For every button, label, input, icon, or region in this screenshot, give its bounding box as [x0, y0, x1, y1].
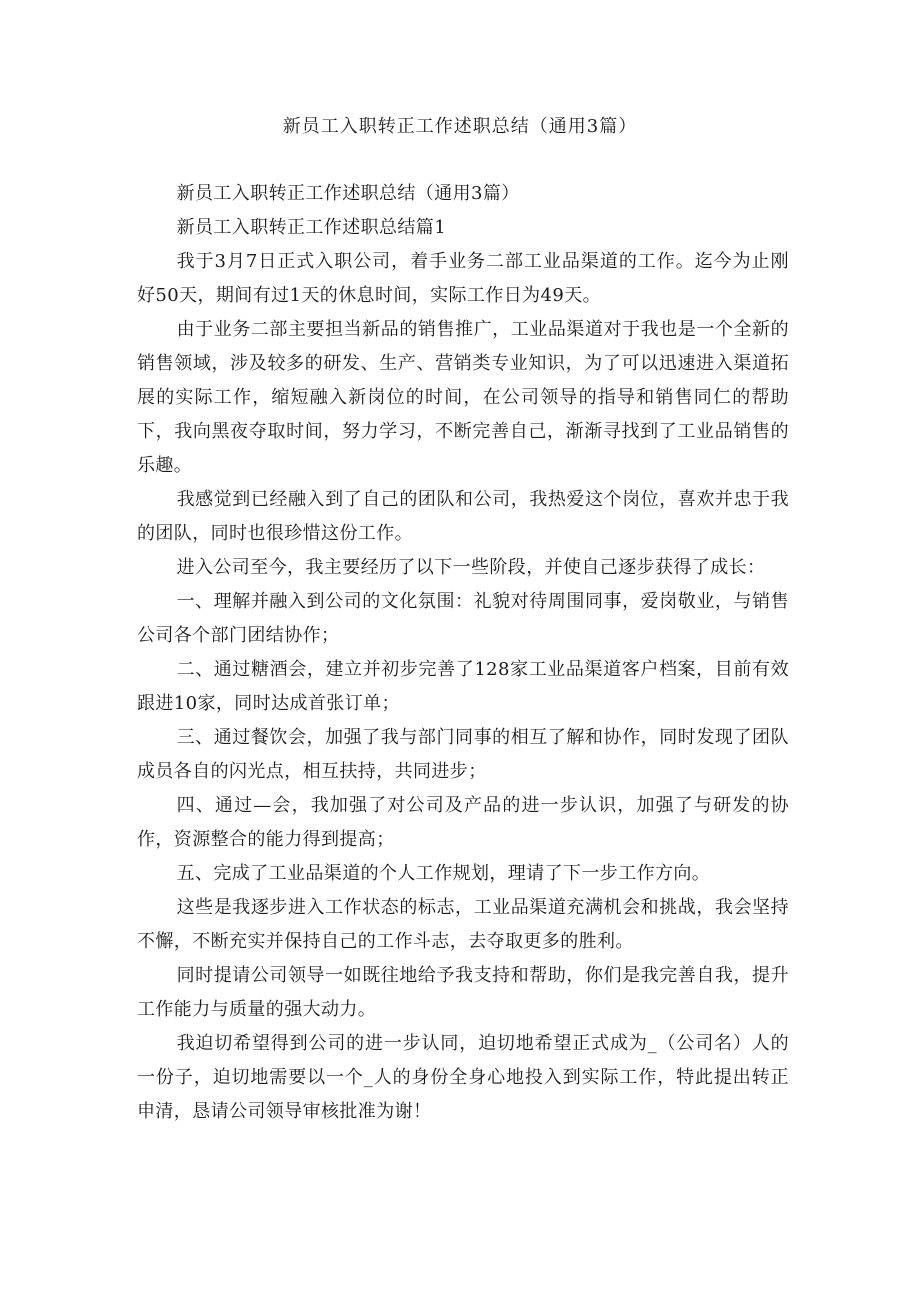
list-item: 五、完成了工业品渠道的个人工作规划，理请了下一步工作方向。	[176, 863, 711, 884]
paragraph: 我迫切希望得到公司的进一步认同，迫切地希望正式成为_（公司名）人的一份子，迫切地需要以一个_人的身份全身心地投入到实际工作，特此提出转正申清，恳请公司领导审核批准为谢！	[137, 1033, 789, 1122]
list-item: 二、通过糖酒会，建立并初步完善了128家工业品渠道客户档案，目前有效跟进10家，同时达成首张订单；	[137, 659, 789, 714]
paragraph: 新员工入职转正工作述职总结（通用3篇）	[176, 183, 520, 204]
section-heading: 新员工入职转正工作述职总结篇1	[176, 217, 447, 238]
document-body	[137, 177, 789, 1129]
list-item: 一、理解并融入到公司的文化氛围：礼貌对待周围同事，爱岗敬业，与销售公司各个部门团结协作；	[137, 591, 789, 646]
list-item: 三、通过餐饮会，加强了我与部门同事的相互了解和协作，同时发现了团队成员各自的闪光点，相互扶持，共同进步；	[137, 727, 789, 782]
paragraph: 这些是我逐步进入工作状态的标志，工业品渠道充满机会和挑战，我会坚持不懈，不断充实并保持自己的工作斗志，去夺取更多的胜利。	[137, 897, 789, 952]
paragraph: 进入公司至今，我主要经历了以下一些阶段，并使自己逐步获得了成长：	[176, 557, 766, 578]
paragraph: 我感觉到已经融入到了自己的团队和公司，我热爱这个岗位，喜欢并忠于我的团队，同时也很珍惜这份工作。	[137, 489, 789, 544]
paragraph: 我于3月7日正式入职公司，着手业务二部工业品渠道的工作。迄今为止刚好50天，期间有过1天的休息时间，实际工作日为49天。	[137, 251, 789, 306]
paragraph: 由于业务二部主要担当新品的销售推广，工业品渠道对于我也是一个全新的销售领域，涉及较多的研发、生产、营销类专业知识，为了可以迅速进入渠道拓展的实际工作，缩短融入新岗位的时间，在公司领导的指导和销售同仁的帮助下，我向黑夜夺取时间，努力学习，不断完善自己，渐渐寻找到了工业品销售的乐趣。	[137, 319, 789, 476]
document-title: 新员工入职转正工作述职总结（通用3篇）	[282, 116, 638, 137]
list-item: 四、通过—会，我加强了对公司及产品的进一步认识，加强了与研发的协作，资源整合的能力得到提高；	[137, 795, 789, 850]
paragraph: 同时提请公司领导一如既往地给予我支持和帮助，你们是我完善自我，提升工作能力与质量的强大动力。	[137, 965, 789, 1020]
